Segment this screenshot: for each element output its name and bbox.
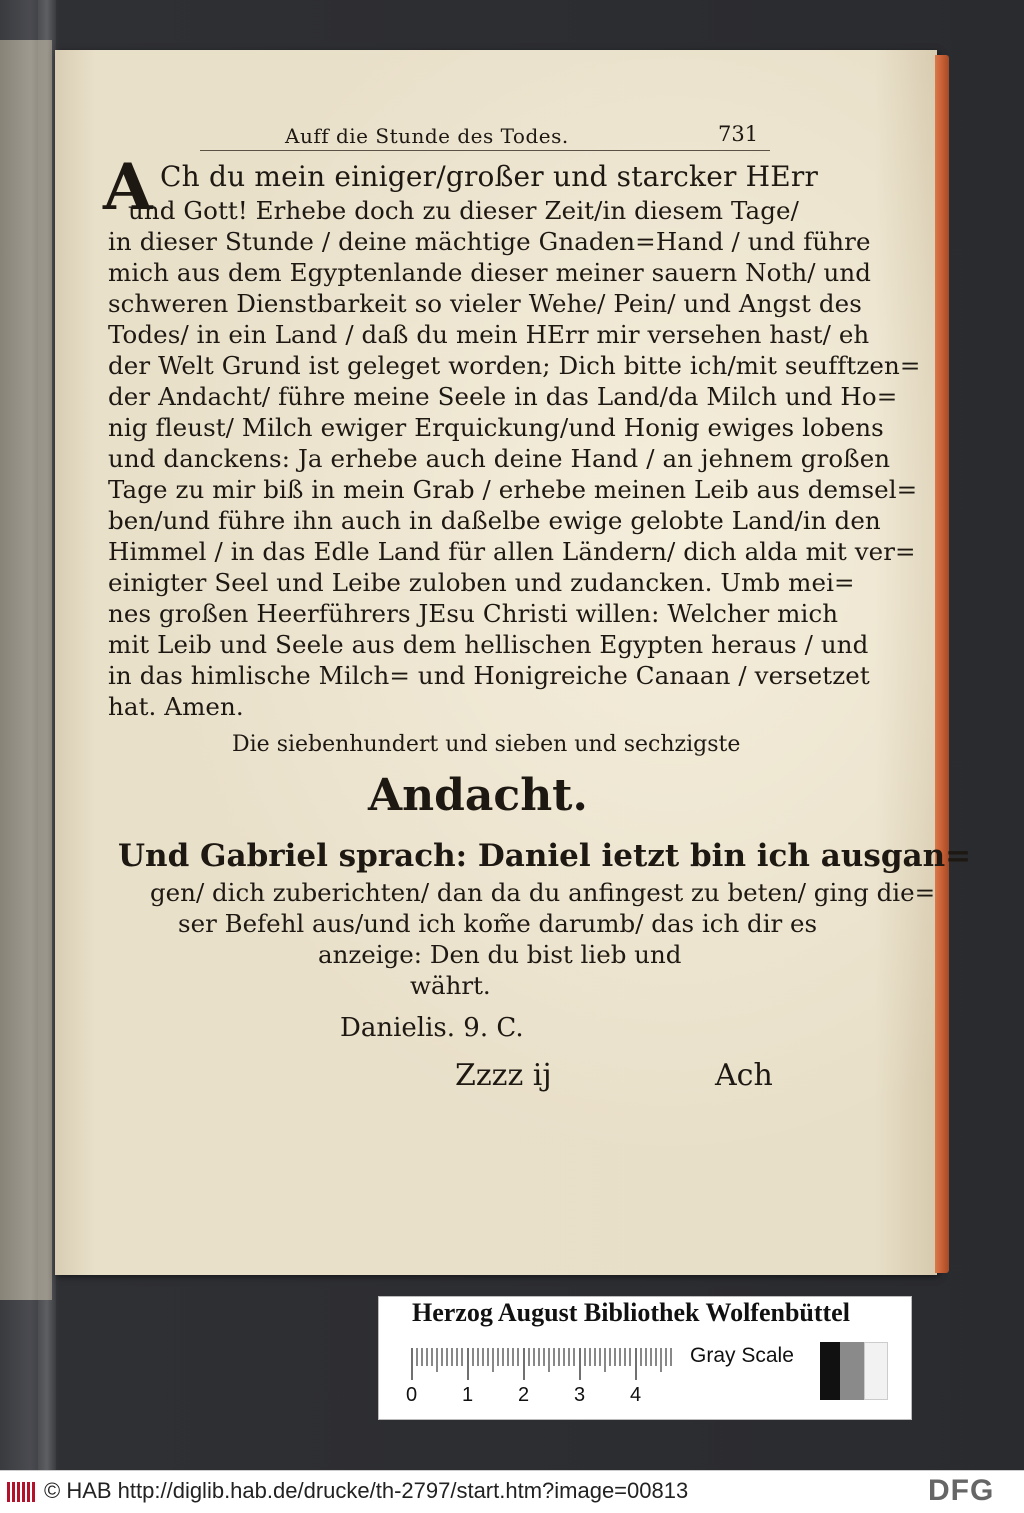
signature-mark: Zzzz ij	[455, 1058, 552, 1093]
prayer-line: in dieser Stunde / deine mächtige Gnaden=Hand / und führe	[108, 227, 871, 256]
measurement-ruler	[408, 1346, 678, 1382]
gray-patch-black	[820, 1342, 840, 1400]
ruler-label: 2	[518, 1384, 530, 1406]
target-title: Herzog August Bibliothek Wolfenbüttel	[412, 1298, 850, 1327]
prayer-line: und Gott! Erhebe doch zu dieser Zeit/in diesem Tage/	[128, 196, 799, 225]
prayer-line: nes großen Heerführers JEsu Christi willen: Welcher mich	[108, 599, 839, 628]
verse-line: gen/ dich zuberichten/ dan da du anfingest zu beten/ ging die=	[150, 878, 936, 907]
prayer-line: hat. Amen.	[108, 692, 244, 721]
gray-patch-mid	[840, 1342, 864, 1400]
bible-reference: Danielis. 9. C.	[340, 1013, 524, 1043]
prayer-line: nig fleust/ Milch ewiger Erquickung/und Honig ewiges lobens	[108, 413, 884, 442]
prayer-line: Todes/ in ein Land / daß du mein HErr mir versehen hast/ eh	[108, 320, 870, 349]
prayer-line: der Andacht/ führe meine Seele in das Land/da Milch und Ho=	[108, 382, 898, 411]
prayer-line: in das himlische Milch= und Honigreiche Canaan / versetzet	[108, 661, 870, 690]
glass-reflection	[38, 0, 56, 1470]
verse-line: ser Befehl aus/und ich kom̃e darumb/ das ich dir es	[178, 909, 818, 938]
page-edge-colored	[935, 55, 949, 1273]
ruler-label: 1	[462, 1384, 474, 1406]
section-title: Andacht.	[368, 770, 588, 821]
prayer-line: Ch du mein einiger/großer und starcker HErr	[160, 160, 819, 193]
prayer-line: schweren Dienstbarkeit so vieler Wehe/ Pein/ und Angst des	[108, 289, 862, 318]
copyright-link[interactable]: © HAB http://diglib.hab.de/drucke/th-2797/start.htm?image=00813	[44, 1478, 689, 1503]
decorated-initial: A	[103, 150, 153, 225]
verse-line: Und Gabriel sprach: Daniel ietzt bin ich ausgan=	[118, 838, 972, 874]
prayer-line: mich aus dem Egyptenlande dieser meiner sauern Noth/ und	[108, 258, 872, 287]
head-rule	[200, 150, 770, 151]
prayer-line: mit Leib und Seele aus dem hellischen Egypten heraus / und	[108, 630, 869, 659]
gray-patch-white	[864, 1342, 888, 1400]
gray-scale-label: Gray Scale	[690, 1344, 794, 1367]
prayer-line: einigter Seel und Leibe zuloben und zudancken. Umb mei=	[108, 568, 855, 597]
ruler-label: 0	[406, 1384, 418, 1406]
ruler-label: 4	[630, 1384, 642, 1406]
page-number: 731	[718, 122, 759, 146]
prayer-line: Tage zu mir biß in mein Grab / erhebe meinen Leib aus demsel=	[108, 475, 918, 504]
catchword: Ach	[715, 1058, 773, 1093]
prayer-line: der Welt Grund ist geleget worden; Dich bitte ich/mit seufftzen=	[108, 351, 921, 380]
verse-line: währt.	[410, 971, 491, 1000]
prayer-line: ben/und führe ihn auch in daßelbe ewige gelobte Land/in den	[108, 506, 881, 535]
prayer-line: und danckens: Ja erhebe auch deine Hand / an jehnem großen	[108, 444, 891, 473]
section-heading: Die siebenhundert und sieben und sechzigste	[232, 732, 741, 757]
hab-logo-icon	[6, 1480, 38, 1504]
ruler-label: 3	[574, 1384, 586, 1406]
prayer-line: Himmel / in das Edle Land für allen Ländern/ dich alda mit ver=	[108, 537, 916, 566]
verse-line: anzeige: Den du bist lieb und	[318, 940, 682, 969]
dfg-logo: DFG	[928, 1474, 995, 1507]
running-head: Auff die Stunde des Todes.	[285, 124, 569, 148]
